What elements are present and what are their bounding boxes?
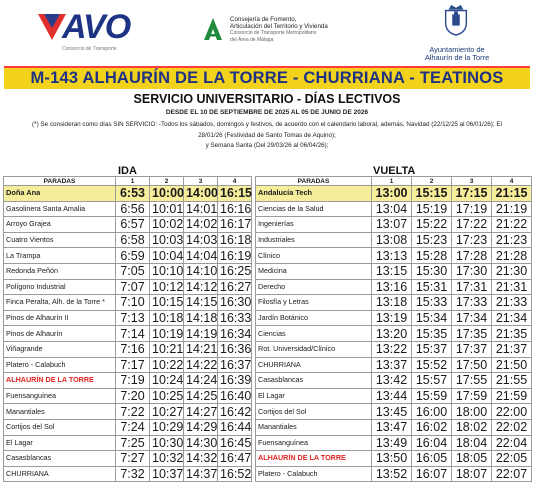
departure-time: 7:07 <box>116 279 150 295</box>
stop-name: Platero - Calabuch <box>256 466 372 482</box>
ida-timetable <box>3 176 252 482</box>
departure-time: 15:31 <box>412 279 452 295</box>
stop-name: Pinos de Alhaurín <box>4 326 116 342</box>
departure-time: 18:07 <box>452 466 492 482</box>
departure-time: 21:59 <box>492 388 532 404</box>
departure-time: 18:02 <box>452 419 492 435</box>
stop-name: Fuensanguínea <box>4 388 116 404</box>
departure-time: 17:55 <box>452 373 492 389</box>
junta-logo-text <box>230 16 328 44</box>
departure-time: 21:19 <box>492 201 532 217</box>
table-row <box>4 248 252 264</box>
table-row <box>4 466 252 482</box>
departure-time: 16:16 <box>218 201 252 217</box>
ayuntamiento-line-2: Alhaurín de la Torre <box>424 53 490 62</box>
avo-logo-text: AVO <box>62 8 131 46</box>
stop-name: Polígono Industrial <box>4 279 116 295</box>
departure-time: 21:34 <box>492 310 532 326</box>
departure-time: 10:32 <box>150 451 184 467</box>
departure-time: 18:05 <box>452 451 492 467</box>
departure-time: 16:15 <box>218 186 252 202</box>
stop-name: El Lagar <box>4 435 116 451</box>
departure-time: 10:30 <box>150 435 184 451</box>
departure-time: 13:22 <box>372 341 412 357</box>
note-line-2: 28/01/26 (Festividad de Santo Tomas de Aquino); <box>198 131 336 139</box>
stop-name: CHURRIANA <box>256 357 372 373</box>
validity-dates: DESDE EL 10 DE SEPTIEMBRE DE 2025 AL 05 DE JUNIO DE 2026 <box>165 109 369 116</box>
departure-time: 15:15 <box>412 186 452 202</box>
departure-time: 14:02 <box>184 217 218 233</box>
vuelta-table-body <box>256 186 532 482</box>
departure-time: 13:49 <box>372 435 412 451</box>
departure-time: 21:50 <box>492 357 532 373</box>
departure-time: 15:28 <box>412 248 452 264</box>
departure-time: 18:04 <box>452 435 492 451</box>
ida-header-row <box>4 177 252 186</box>
departure-time: 6:58 <box>116 232 150 248</box>
departure-time: 10:24 <box>150 373 184 389</box>
vuelta-header-trip: 2 <box>412 177 452 186</box>
vuelta-table-header <box>256 177 532 186</box>
departure-time: 16:34 <box>218 326 252 342</box>
vuelta-header-stops: PARADAS <box>256 177 372 186</box>
departure-time: 10:01 <box>150 201 184 217</box>
departure-time: 16:52 <box>218 466 252 482</box>
service-subtitle: SERVICIO UNIVERSITARIO - DÍAS LECTIVOS <box>133 92 401 106</box>
table-row <box>4 232 252 248</box>
departure-time: 6:57 <box>116 217 150 233</box>
departure-time: 13:50 <box>372 451 412 467</box>
table-row <box>4 419 252 435</box>
departure-time: 21:28 <box>492 248 532 264</box>
ida-header-trip: 2 <box>150 177 184 186</box>
departure-time: 15:57 <box>412 373 452 389</box>
departure-time: 15:23 <box>412 232 452 248</box>
departure-time: 10:04 <box>150 248 184 264</box>
departure-time: 17:30 <box>452 263 492 279</box>
departure-time: 14:22 <box>184 357 218 373</box>
departure-time: 16:33 <box>218 310 252 326</box>
stop-name: Platero - Calabuch <box>4 357 116 373</box>
table-row <box>4 217 252 233</box>
departure-time: 10:21 <box>150 341 184 357</box>
stop-name: Ciencias de la Salud <box>256 201 372 217</box>
departure-time: 17:15 <box>452 186 492 202</box>
stop-name: Finca Peralta, Alh. de la Torre * <box>4 295 116 311</box>
table-row <box>256 451 532 467</box>
departure-time: 18:00 <box>452 404 492 420</box>
departure-time: 16:18 <box>218 232 252 248</box>
stop-name: Andalucía Tech <box>256 186 372 202</box>
departure-time: 13:45 <box>372 404 412 420</box>
departure-time: 7:10 <box>116 295 150 311</box>
coat-of-arms-icon <box>441 4 471 36</box>
departure-time: 10:37 <box>150 466 184 482</box>
stop-name: Industriales <box>256 232 372 248</box>
stop-name: Redonda Peñón <box>4 263 116 279</box>
stop-name: Cortijos del Sol <box>4 419 116 435</box>
table-row <box>4 326 252 342</box>
table-row <box>4 310 252 326</box>
departure-time: 13:52 <box>372 466 412 482</box>
departure-time: 7:25 <box>116 435 150 451</box>
page-header <box>0 0 534 66</box>
departure-time: 14:24 <box>184 373 218 389</box>
vuelta-header-trip: 1 <box>372 177 412 186</box>
departure-time: 13:00 <box>372 186 412 202</box>
departure-time: 17:35 <box>452 326 492 342</box>
departure-time: 16:17 <box>218 217 252 233</box>
departure-time: 16:45 <box>218 435 252 451</box>
departure-time: 13:47 <box>372 419 412 435</box>
table-row <box>256 388 532 404</box>
departure-time: 10:02 <box>150 217 184 233</box>
table-row <box>256 419 532 435</box>
departure-time: 10:10 <box>150 263 184 279</box>
stop-name: Cuatro Vientos <box>4 232 116 248</box>
departure-time: 6:53 <box>116 186 150 202</box>
departure-time: 15:19 <box>412 201 452 217</box>
departure-time: 15:33 <box>412 295 452 311</box>
ida-header-trip: 1 <box>116 177 150 186</box>
departure-time: 22:05 <box>492 451 532 467</box>
departure-time: 17:37 <box>452 341 492 357</box>
table-row <box>256 201 532 217</box>
stop-name: Viñagrande <box>4 341 116 357</box>
table-row <box>256 326 532 342</box>
departure-time: 13:04 <box>372 201 412 217</box>
departure-time: 14:37 <box>184 466 218 482</box>
departure-time: 16:39 <box>218 373 252 389</box>
departure-time: 16:44 <box>218 419 252 435</box>
stop-name: Derecho <box>256 279 372 295</box>
departure-time: 13:08 <box>372 232 412 248</box>
table-row <box>4 295 252 311</box>
junta-line-1: Consejería de Fomento, <box>230 16 297 23</box>
departure-time: 7:13 <box>116 310 150 326</box>
stop-name: Manantiales <box>256 419 372 435</box>
departure-time: 14:10 <box>184 263 218 279</box>
departure-time: 14:29 <box>184 419 218 435</box>
stop-name: Casasblancas <box>256 373 372 389</box>
stop-name: Cortijos del Sol <box>256 404 372 420</box>
departure-time: 13:37 <box>372 357 412 373</box>
stop-name: La Trampa <box>4 248 116 264</box>
departure-time: 13:15 <box>372 263 412 279</box>
departure-time: 14:25 <box>184 388 218 404</box>
departure-time: 10:27 <box>150 404 184 420</box>
departure-time: 14:30 <box>184 435 218 451</box>
table-row <box>256 217 532 233</box>
departure-time: 10:19 <box>150 326 184 342</box>
table-row <box>4 435 252 451</box>
stop-name: CHURRIANA <box>4 466 116 482</box>
junta-line-3: Consorcio de Transporte Metropolitano <box>230 30 317 36</box>
table-row <box>256 404 532 420</box>
departure-time: 14:03 <box>184 232 218 248</box>
stop-name: Gasolinera Santa Amalia <box>4 201 116 217</box>
departure-time: 16:05 <box>412 451 452 467</box>
vuelta-header-trip: 3 <box>452 177 492 186</box>
departure-time: 14:18 <box>184 310 218 326</box>
vuelta-header-row <box>256 177 532 186</box>
departure-time: 6:56 <box>116 201 150 217</box>
table-row <box>4 388 252 404</box>
departure-time: 13:20 <box>372 326 412 342</box>
departure-time: 14:04 <box>184 248 218 264</box>
departure-time: 21:15 <box>492 186 532 202</box>
departure-time: 15:37 <box>412 341 452 357</box>
ida-table-header <box>4 177 252 186</box>
departure-time: 15:30 <box>412 263 452 279</box>
stop-name: Arroyo Grajea <box>4 217 116 233</box>
junta-andalucia-icon <box>202 16 224 42</box>
junta-line-4: del Área de Málaga <box>230 37 274 43</box>
departure-time: 17:33 <box>452 295 492 311</box>
departure-time: 16:30 <box>218 295 252 311</box>
route-banner: M-143 ALHAURÍN DE LA TORRE - CHURRIANA - TEATINOS <box>4 66 530 89</box>
departure-time: 13:42 <box>372 373 412 389</box>
departure-time: 10:29 <box>150 419 184 435</box>
table-row <box>4 341 252 357</box>
departure-time: 10:25 <box>150 388 184 404</box>
departure-time: 7:05 <box>116 263 150 279</box>
stop-name: Doña Ana <box>4 186 116 202</box>
departure-time: 14:19 <box>184 326 218 342</box>
avo-logo <box>38 8 148 54</box>
departure-time: 13:07 <box>372 217 412 233</box>
departure-time: 14:32 <box>184 451 218 467</box>
table-row <box>256 248 532 264</box>
avo-logo-subtext: Consorcio de Transporte <box>62 46 117 52</box>
table-row <box>4 451 252 467</box>
junta-logo <box>202 10 362 50</box>
ayuntamiento-line-1: Ayuntamiento de <box>429 45 485 54</box>
stop-name: Ciencias <box>256 326 372 342</box>
table-row <box>4 357 252 373</box>
departure-time: 16:40 <box>218 388 252 404</box>
departure-time: 16:07 <box>412 466 452 482</box>
ayuntamiento-logo <box>412 2 502 62</box>
departure-time: 13:44 <box>372 388 412 404</box>
departure-time: 15:59 <box>412 388 452 404</box>
table-row <box>4 263 252 279</box>
departure-time: 15:22 <box>412 217 452 233</box>
departure-time: 21:31 <box>492 279 532 295</box>
table-row <box>4 373 252 389</box>
table-row <box>256 279 532 295</box>
departure-time: 16:04 <box>412 435 452 451</box>
departure-time: 10:15 <box>150 295 184 311</box>
table-row <box>4 201 252 217</box>
departure-time: 21:37 <box>492 341 532 357</box>
departure-time: 13:16 <box>372 279 412 295</box>
stop-name: El Lagar <box>256 388 372 404</box>
stop-name: Medicina <box>256 263 372 279</box>
table-row <box>256 357 532 373</box>
departure-time: 15:34 <box>412 310 452 326</box>
stop-name: Jardín Botánico <box>256 310 372 326</box>
table-row <box>256 310 532 326</box>
ida-header-trip: 4 <box>218 177 252 186</box>
no-service-note <box>4 120 530 152</box>
vuelta-label: VUELTA <box>373 165 416 177</box>
table-row <box>256 341 532 357</box>
departure-time: 21:55 <box>492 373 532 389</box>
departure-time: 21:30 <box>492 263 532 279</box>
stop-name: ALHAURÍN DE LA TORRE <box>4 373 116 389</box>
departure-time: 17:19 <box>452 201 492 217</box>
departure-time: 17:34 <box>452 310 492 326</box>
departure-time: 13:18 <box>372 295 412 311</box>
departure-time: 17:31 <box>452 279 492 295</box>
departure-time: 16:36 <box>218 341 252 357</box>
departure-time: 14:21 <box>184 341 218 357</box>
ida-header-stops: PARADAS <box>4 177 116 186</box>
stop-name: ALHAURÍN DE LA TORRE <box>256 451 372 467</box>
table-row <box>4 279 252 295</box>
ayuntamiento-name <box>412 46 502 62</box>
departure-time: 16:19 <box>218 248 252 264</box>
departure-time: 16:37 <box>218 357 252 373</box>
departure-time: 13:13 <box>372 248 412 264</box>
departure-time: 16:00 <box>412 404 452 420</box>
departure-time: 7:19 <box>116 373 150 389</box>
departure-time: 17:59 <box>452 388 492 404</box>
departure-time: 15:35 <box>412 326 452 342</box>
vuelta-header-trip: 4 <box>492 177 532 186</box>
departure-time: 14:12 <box>184 279 218 295</box>
departure-time: 15:52 <box>412 357 452 373</box>
departure-time: 7:24 <box>116 419 150 435</box>
departure-time: 21:23 <box>492 232 532 248</box>
table-row <box>4 186 252 202</box>
departure-time: 22:02 <box>492 419 532 435</box>
table-row <box>256 466 532 482</box>
table-row <box>256 232 532 248</box>
departure-time: 10:22 <box>150 357 184 373</box>
departure-time: 7:22 <box>116 404 150 420</box>
ida-header-trip: 3 <box>184 177 218 186</box>
departure-time: 16:25 <box>218 263 252 279</box>
departure-time: 14:27 <box>184 404 218 420</box>
departure-time: 6:59 <box>116 248 150 264</box>
ida-table-body <box>4 186 252 482</box>
departure-time: 7:17 <box>116 357 150 373</box>
stop-name: Ingenierías <box>256 217 372 233</box>
departure-time: 22:07 <box>492 466 532 482</box>
table-row <box>4 404 252 420</box>
table-row <box>256 435 532 451</box>
stop-name: Rot. Universidad/Clínico <box>256 341 372 357</box>
departure-time: 16:47 <box>218 451 252 467</box>
departure-time: 21:33 <box>492 295 532 311</box>
departure-time: 21:35 <box>492 326 532 342</box>
departure-time: 16:02 <box>412 419 452 435</box>
departure-time: 17:22 <box>452 217 492 233</box>
departure-time: 13:19 <box>372 310 412 326</box>
departure-time: 10:03 <box>150 232 184 248</box>
note-line-1: (*) Se consideran como días SIN SERVICIO: -Todos los sábados, domingos y festivos, de acuerdo con el calendario laboral, además, Navidad (22/12/25 al 06/01/26); El <box>32 121 502 128</box>
departure-time: 22:04 <box>492 435 532 451</box>
table-row <box>256 186 532 202</box>
stop-name: Fuensanguínea <box>256 435 372 451</box>
departure-time: 7:32 <box>116 466 150 482</box>
departure-time: 17:23 <box>452 232 492 248</box>
departure-time: 14:15 <box>184 295 218 311</box>
departure-time: 17:50 <box>452 357 492 373</box>
ida-label: IDA <box>118 165 137 177</box>
junta-line-2: Articulación del Territorio y Vivienda <box>230 23 328 30</box>
departure-time: 16:42 <box>218 404 252 420</box>
table-row <box>256 263 532 279</box>
departure-time: 16:27 <box>218 279 252 295</box>
departure-time: 17:28 <box>452 248 492 264</box>
departure-time: 21:22 <box>492 217 532 233</box>
departure-time: 7:16 <box>116 341 150 357</box>
departure-time: 14:01 <box>184 201 218 217</box>
stop-name: Filosfía y Letras <box>256 295 372 311</box>
stop-name: Clínico <box>256 248 372 264</box>
departure-time: 10:12 <box>150 279 184 295</box>
stop-name: Manantiales <box>4 404 116 420</box>
departure-time: 10:18 <box>150 310 184 326</box>
departure-time: 7:14 <box>116 326 150 342</box>
stop-name: Pinos de Alhaurín II <box>4 310 116 326</box>
departure-time: 7:27 <box>116 451 150 467</box>
note-line-3: y Semana Santa (Del 29/03/26 al 06/04/26); <box>205 142 329 149</box>
stop-name: Casasblancas <box>4 451 116 467</box>
departure-time: 14:00 <box>184 186 218 202</box>
table-row <box>256 295 532 311</box>
departure-time: 22:00 <box>492 404 532 420</box>
avo-logo-inner-triangle-icon <box>44 14 60 28</box>
departure-time: 10:00 <box>150 186 184 202</box>
departure-time: 7:20 <box>116 388 150 404</box>
table-row <box>256 373 532 389</box>
vuelta-timetable <box>255 176 532 482</box>
